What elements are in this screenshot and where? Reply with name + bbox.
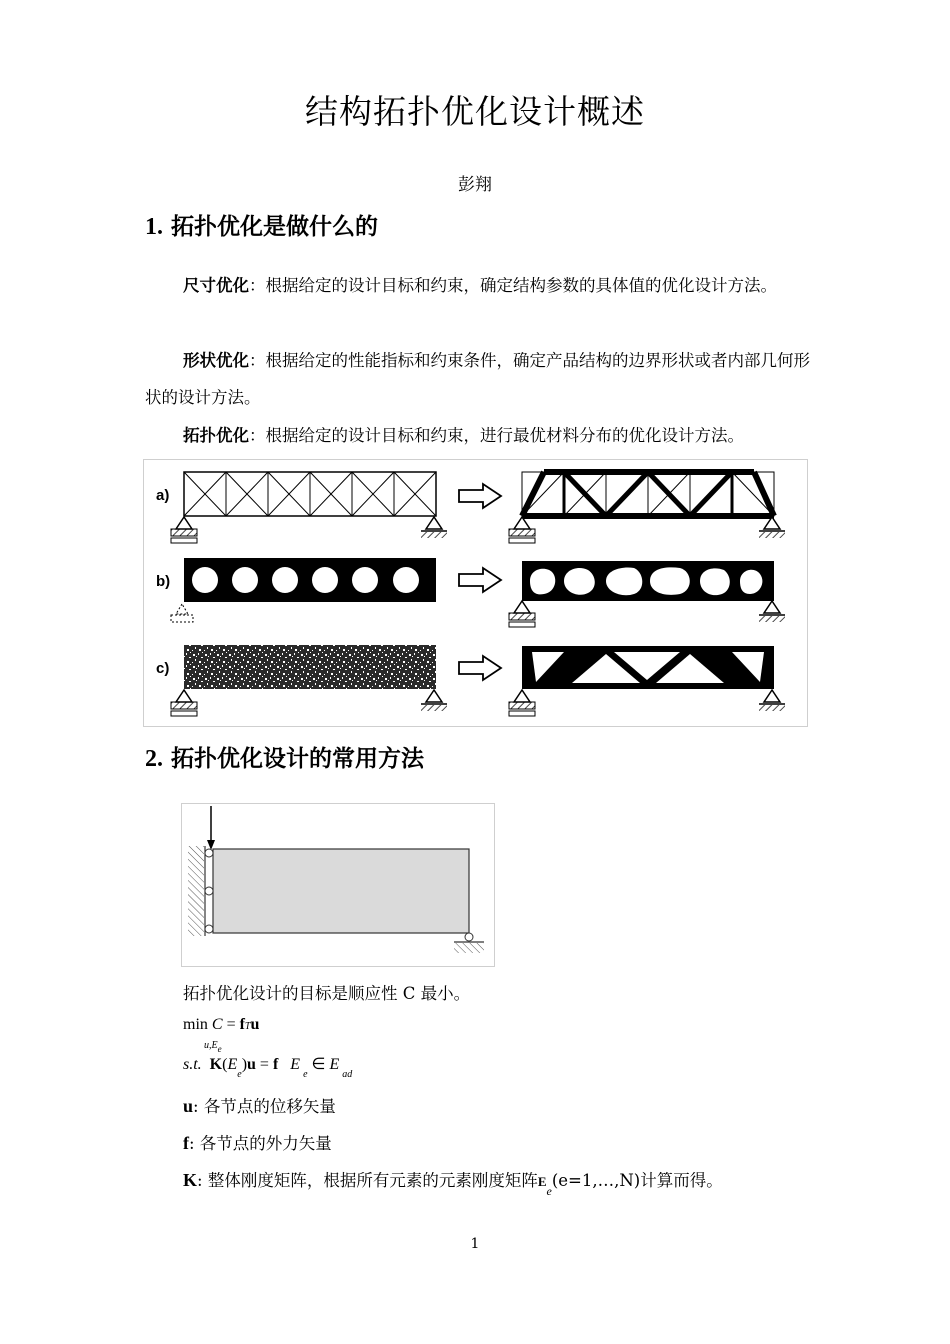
formula-C: C [211, 1016, 223, 1033]
definition-f-text: : 各节点的外力矢量 [189, 1134, 332, 1153]
formula-eq: = [226, 1016, 236, 1033]
formula-f2: f [272, 1056, 279, 1073]
definition-K [183, 1167, 723, 1198]
formula-ad-sub: ad [342, 1069, 353, 1080]
optimization-types-figure [143, 459, 808, 727]
label-b: b) [156, 573, 171, 590]
definition-u-symbol: u [183, 1096, 194, 1116]
topology-beam-optimized [522, 646, 774, 689]
text-size-optimization: ：根据给定的设计目标和约束，确定结构参数的具体值的优化设计方法。 [249, 276, 777, 295]
definition-K-symbol: K [183, 1170, 198, 1190]
formula-E3: E [329, 1056, 340, 1073]
formula-under: u,E [204, 1040, 218, 1051]
formula-min: min [183, 1016, 208, 1033]
truss-initial [184, 472, 436, 516]
shape-beam-initial [184, 558, 436, 602]
definition-K-tail: (e=1,…,N)计算而得。 [551, 1171, 723, 1190]
constraint-formula: s.t. $K(E_e)u = f$ $E_e$ ∈ $E_{ad}$ [183, 1056, 353, 1080]
formula-E: E [227, 1056, 238, 1073]
paragraph-shape-optimization [145, 342, 810, 416]
term-topology-optimization: 拓扑优化 [183, 426, 249, 445]
formula-st: s.t. [183, 1056, 202, 1073]
section-1-title: 拓扑优化是做什么的 [171, 214, 379, 240]
definition-K-element-symbol: E [537, 1174, 547, 1189]
formula-K: K [209, 1056, 223, 1073]
definition-u [183, 1093, 336, 1117]
formula-under-min [204, 1040, 222, 1054]
objective-formula [183, 1016, 259, 1034]
author-name: 彭翔 [458, 175, 492, 195]
page-title: 结构拓扑优化设计概述 [305, 92, 645, 131]
topology-beam-initial [184, 645, 436, 689]
label-c: c) [156, 660, 170, 677]
text-shape-optimization: ：根据给定的性能指标和约束条件，确定产品结构的边界形状或者内部几何形状的设计方法。 [145, 351, 810, 407]
formula-e-sub2: e [303, 1069, 308, 1080]
section-2-number: 2. [145, 746, 163, 772]
design-domain-figure [181, 803, 495, 967]
paragraph-topology-optimization [145, 417, 810, 454]
page-number: 1 [470, 1236, 480, 1252]
term-size-optimization: 尺寸优化 [183, 276, 249, 295]
formula-u: u [250, 1016, 260, 1033]
section-2-title: 拓扑优化设计的常用方法 [171, 746, 425, 772]
formula-f: f [239, 1016, 245, 1033]
optimization-types-diagram [144, 460, 807, 726]
goal-sentence: 拓扑优化设计的目标是顺应性 C 最小。 [183, 984, 471, 1003]
term-shape-optimization: 形状优化 [183, 351, 249, 370]
definition-f-symbol: f [183, 1133, 189, 1153]
shape-beam-optimized [522, 561, 774, 601]
formula-T: T [244, 1021, 251, 1032]
label-a: a) [156, 487, 170, 504]
definition-K-text: : 整体刚度矩阵，根据所有元素的元素刚度矩阵 [197, 1171, 538, 1190]
definition-K-element-sub: e [546, 1184, 552, 1198]
formula-u2: u [247, 1056, 256, 1073]
section-1-number: 1. [145, 214, 163, 240]
formula-in: ∈ [311, 1056, 326, 1073]
text-topology-optimization: ：根据给定的设计目标和约束，进行最优材料分布的优化设计方法。 [249, 426, 744, 445]
formula-E2: E [290, 1056, 301, 1073]
formula-eq2: = [259, 1056, 269, 1073]
section-2-heading [145, 740, 424, 773]
truss-optimized [522, 472, 774, 516]
section-1-heading [145, 208, 378, 241]
design-domain-diagram [182, 804, 494, 966]
formula-under-sub: e [217, 1044, 222, 1054]
definition-f [183, 1130, 332, 1154]
definition-u-text: : 各节点的位移矢量 [193, 1097, 336, 1116]
paragraph-size-optimization [145, 267, 810, 304]
formula-e-sub: e [237, 1069, 242, 1080]
